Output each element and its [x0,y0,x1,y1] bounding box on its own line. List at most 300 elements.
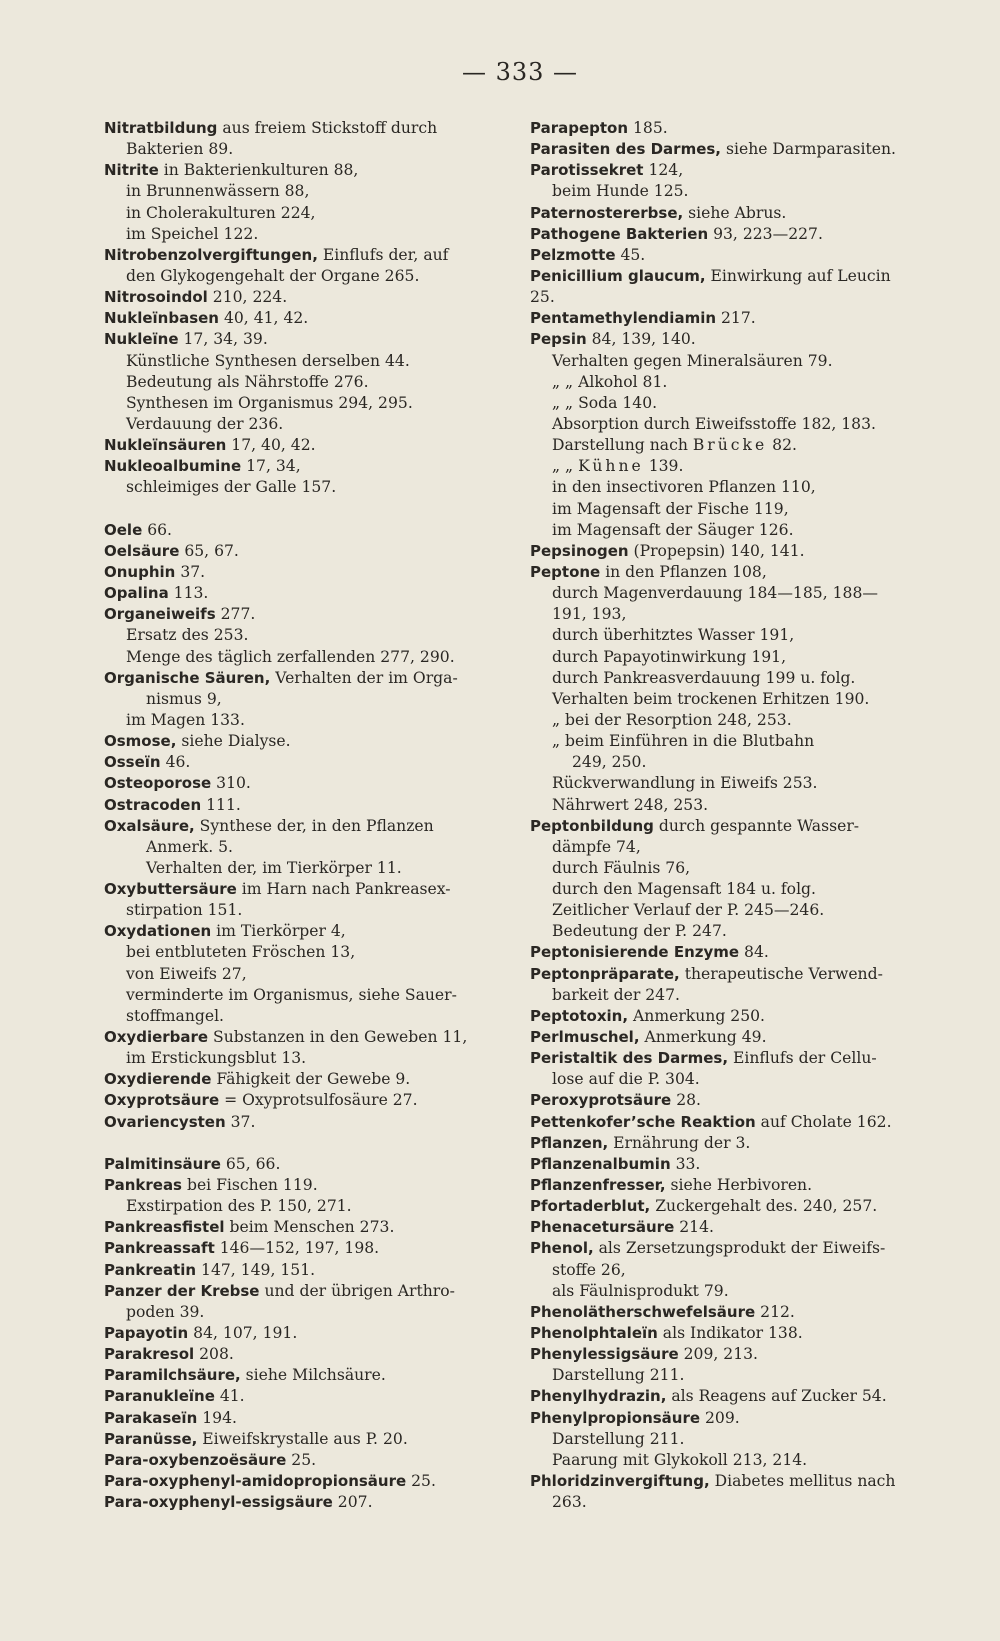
entry-heading: Pepsin [530,330,587,349]
entry-text: 263. [552,1493,587,1512]
entry-heading: Ostracoden [104,795,202,814]
entry-text: (Propepsin) 140, 141. [628,541,805,560]
entry-heading: Nukleïnbasen [104,309,219,328]
entry-heading: Phenolphtaleïn [530,1324,658,1343]
entry-text: beim Hunde 125. [552,182,689,201]
index-entry [104,731,509,752]
entry-text: 93, 223—227. [708,224,823,243]
index-subentry [530,879,950,900]
index-subentry [104,203,509,224]
entry-text: als Indikator 138. [657,1324,803,1343]
index-subentry [530,499,950,520]
entry-text: Darstellung nach [552,436,693,455]
entry-text: Nährwert 248, 253. [552,795,709,814]
index-entry [530,1323,950,1344]
entry-heading: Pelzmotte [530,245,616,264]
entry-heading: Oxydierende [104,1070,212,1089]
index-entry [104,1217,509,1238]
entry-text: auf Cholate 162. [755,1112,892,1131]
entry-text: 209, 213. [678,1345,759,1364]
entry-text: 185. [628,119,668,137]
entry-text: Ernährung der 3. [608,1133,751,1152]
entry-text: 17, 34, 39. [178,330,268,349]
entry-text: Künstliche Synthesen derselben 44. [126,351,410,370]
entry-heading: Pepsinogen [530,541,629,560]
entry-text: Substanzen in den Geweben 11, [208,1028,468,1047]
entry-heading: Opalina [104,584,169,603]
index-subentry [530,985,950,1006]
entry-text: Bedeutung der P. 247. [552,922,727,941]
index-subentry [530,351,950,372]
index-entry [104,1386,509,1407]
entry-text: 214. [674,1218,714,1237]
entry-text: 25. [286,1450,317,1469]
entry-heading: Pankreatin [104,1260,197,1279]
entry-text: Einwirkung auf Leucin [705,266,891,285]
entry-author: Kühne [578,457,644,476]
entry-text: siehe Milchsäure. [240,1366,386,1385]
entry-text: 17, 34, [241,457,301,476]
entry-heading: Perlmuschel, [530,1028,640,1047]
index-subentry [104,372,509,393]
entry-text: 25. [406,1472,436,1490]
index-entry [104,456,509,477]
entry-text: beim Menschen 273. [224,1218,395,1237]
entry-heading: Paranukleïne [104,1387,215,1406]
index-subentry [104,224,509,245]
index-entry [104,773,509,794]
index-subentry [530,668,950,689]
entry-heading: Nitrobenzolvergiftungen, [104,245,318,264]
entry-heading: Oelsäure [104,541,180,560]
entry-heading: Osteoporose [104,774,212,793]
index-entry [104,1471,509,1492]
entry-heading: Peptonpräparate, [530,964,680,983]
index-subentry [104,858,509,879]
entry-text: therapeutische Verwend- [679,964,883,983]
index-entry [530,329,950,350]
entry-text: 25. [530,288,555,307]
entry-heading: Papayotin [104,1324,189,1343]
entry-text: „ bei der Resorption 248, 253. [552,710,792,729]
entry-text: 66. [142,520,173,539]
entry-text: 194. [197,1408,237,1427]
entry-heading: Pflanzenalbumin [530,1154,671,1173]
entry-text: poden 39. [126,1302,205,1321]
entry-text: im Erstickungsblut 13. [126,1049,307,1068]
index-entry [104,795,509,816]
index-entry [104,1090,509,1111]
index-entry [530,1090,950,1111]
entry-text: Diabetes mellitus nach [709,1472,896,1490]
entry-text: Einflufs der, auf [317,245,449,264]
entry-text: Verhalten der im Orga- [270,668,458,687]
index-subentry [104,837,509,858]
entry-text: Rückverwandlung in Eiweifs 253. [552,774,818,793]
index-entry [530,1175,950,1196]
index-subentry [104,710,509,731]
entry-heading: Peptonisierende Enzyme [530,943,740,962]
entry-text: Einflufs der Cellu- [728,1049,877,1068]
entry-text: Fähigkeit der Gewebe 9. [211,1070,411,1089]
entry-heading: Pankreassaft [104,1239,215,1258]
index-subentry [530,1492,950,1513]
index-subentry [530,456,950,477]
index-subentry [530,287,950,308]
entry-heading: Organeiweifs [104,605,216,624]
index-entry [530,541,950,562]
entry-text: stoffe 26, [552,1260,626,1279]
entry-heading: Phenol, [530,1239,594,1258]
index-entry [104,308,509,329]
entry-text: aus freiem Stickstoff durch [217,119,438,137]
index-entry [530,1112,950,1133]
entry-text: als Fäulnisprodukt 79. [552,1281,729,1300]
index-subentry [104,139,509,160]
index-subentry [530,752,950,773]
entry-text: 310. [211,774,251,793]
entry-heading: Osmose, [104,732,177,751]
index-subentry [530,435,950,456]
entry-heading: Phloridzinvergiftung, [530,1472,710,1490]
index-subentry [530,731,950,752]
index-entry [530,562,950,583]
index-entry [530,1196,950,1217]
index-subentry [104,964,509,985]
entry-text: Verhalten beim trockenen Erhitzen 190. [552,689,870,708]
entry-text: Verhalten der, im Tierkörper 11. [146,858,402,877]
entry-text: 212. [755,1302,795,1321]
entry-text: bei Fischen 119. [182,1176,318,1195]
entry-heading: Nitrite [104,161,159,180]
index-entry [530,942,950,963]
entry-text: 191, 193, [552,605,627,624]
entry-heading: Phenolätherschwefelsäure [530,1302,756,1321]
index-subentry [530,393,950,414]
entry-text: siehe Darmparasiten. [721,140,896,159]
index-subentry [104,1006,509,1027]
index-entry [530,1154,950,1175]
index-subentry [530,520,950,541]
entry-text: 84. [739,943,769,962]
entry-text: siehe Abrus. [683,203,787,222]
index-entry [104,541,509,562]
index-entry [104,1260,509,1281]
index-subentry [530,773,950,794]
index-entry [530,139,950,160]
entry-heading: Oxyprotsäure [104,1091,220,1110]
entry-text: 84, 107, 191. [188,1324,298,1343]
entry-heading: Para-oxyphenyl-essigsäure [104,1493,333,1512]
index-entry [530,118,950,139]
index-subentry [104,477,509,498]
entry-heading: Para-oxybenzoësäure [104,1450,287,1469]
entry-text: stirpation 151. [126,901,243,920]
index-subentry [530,1429,950,1450]
index-subentry [530,1281,950,1302]
index-subentry [530,1069,950,1090]
entry-text: 217. [716,309,756,328]
entry-heading: Palmitinsäure [104,1154,221,1173]
entry-text: Bakterien 89. [126,140,234,159]
entry-text: durch den Magensaft 184 u. folg. [552,880,816,899]
index-subentry [104,900,509,921]
index-entry [104,245,509,266]
index-subentry [530,795,950,816]
entry-text: 46. [160,753,191,772]
index-subentry [530,900,950,921]
entry-text: Anmerk. 5. [146,837,234,856]
entry-text: Paarung mit Glykokoll 213, 214. [552,1450,808,1469]
index-entry [104,562,509,583]
entry-heading: Oele [104,520,143,539]
entry-text: „ „ Alkohol 81. [552,372,668,391]
entry-text: 139. [643,457,684,476]
entry-text: Anmerkung 250. [628,1006,765,1025]
entry-heading: Ovariencysten [104,1112,226,1131]
entry-text: Verhalten gegen Mineralsäuren 79. [552,351,833,370]
index-entry [104,1238,509,1259]
entry-text: 207. [332,1493,373,1512]
entry-text: 17, 40, 42. [226,436,316,455]
entry-text: Darstellung 211. [552,1429,685,1448]
entry-text: schleimiges der Galle 157. [126,478,337,497]
entry-text: 45. [615,245,646,264]
entry-heading: Parapepton [530,119,629,137]
index-entry [104,668,509,689]
index-entry [104,1450,509,1471]
entry-text: 111. [201,795,241,814]
entry-heading: Organische Säuren, [104,668,271,687]
index-subentry [530,1365,950,1386]
index-subentry [104,985,509,1006]
index-entry [530,1386,950,1407]
index-entry [530,1302,950,1323]
entry-text: siehe Dialyse. [176,732,291,751]
index-entry [104,1154,509,1175]
entry-text: verminderte im Organismus, siehe Sauer- [126,985,457,1004]
index-entry [104,1492,509,1513]
entry-text: in den Pflanzen 108, [600,562,767,581]
index-subentry [530,921,950,942]
entry-text: 37. [175,562,206,581]
entry-heading: Pankreasfistel [104,1218,225,1237]
entry-text: 84, 139, 140. [586,330,696,349]
index-entry [104,752,509,773]
entry-text: 33. [670,1154,701,1173]
entry-text: Verdauung der 236. [126,414,284,433]
entry-text: 146—152, 197, 198. [214,1239,380,1258]
section-gap [104,1133,509,1154]
index-entry [104,816,509,837]
entry-heading: Oxydationen [104,922,212,941]
entry-text: von Eiweifs 27, [126,964,247,983]
index-subentry [530,837,950,858]
entry-heading: Pflanzen, [530,1133,609,1152]
index-subentry [104,647,509,668]
entry-heading: Paternostererbse, [530,203,684,222]
entry-heading: Phenylessigsäure [530,1345,679,1364]
entry-heading: Panzer der Krebse [104,1281,260,1300]
index-subentry [530,1260,950,1281]
entry-text: lose auf die P. 304. [552,1070,700,1089]
entry-text: Menge des täglich zerfallenden 277, 290. [126,647,455,666]
entry-heading: Para-oxyphenyl-amidopropionsäure [104,1472,407,1490]
entry-text: 277. [215,605,256,624]
entry-text: als Zersetzungsprodukt der Eiweifs- [593,1239,886,1258]
index-entry [104,1365,509,1386]
index-entry [530,1217,950,1238]
entry-heading: Peptonbildung [530,816,654,835]
entry-text: siehe Herbivoren. [665,1176,813,1195]
index-entry [530,1027,950,1048]
entry-text: dämpfe 74, [552,837,641,856]
entry-text: durch Pankreasverdauung 199 u. folg. [552,668,856,687]
index-entry [530,224,950,245]
entry-text: Exstirpation des P. 150, 271. [126,1197,352,1216]
entry-text: = Oxyprotsulfosäure 27. [219,1091,418,1110]
entry-text: Darstellung 211. [552,1366,685,1385]
entry-text: Synthesen im Organismus 294, 295. [126,393,413,412]
index-entry [530,1238,950,1259]
entry-heading: Osseïn [104,753,161,772]
index-entry [530,266,950,287]
entry-text: 113. [168,584,209,603]
entry-text: 208. [194,1345,234,1364]
index-entry [530,1408,950,1429]
entry-heading: Pankreas [104,1176,182,1195]
entry-text: nismus 9, [146,689,222,708]
entry-text: barkeit der 247. [552,985,680,1004]
entry-heading: Parasiten des Darmes, [530,140,722,159]
index-subentry [530,181,950,202]
entry-text: „ beim Einführen in die Blutbahn [552,732,815,751]
entry-text: 37. [225,1112,256,1131]
entry-text: durch Magenverdauung 184—185, 188— [552,584,878,603]
entry-text: „ „ [552,457,579,476]
entry-heading: Pflanzenfresser, [530,1176,666,1195]
index-entry [530,203,950,224]
index-entry [104,1281,509,1302]
section-gap [104,499,509,520]
entry-text: 147, 149, 151. [196,1260,316,1279]
entry-text: 65, 66. [220,1154,281,1173]
index-subentry [530,710,950,731]
entry-heading: Phenylhydrazin, [530,1387,667,1406]
index-entry [104,160,509,181]
entry-text: Synthese der, in den Pflanzen [194,816,434,835]
index-entry [104,1323,509,1344]
entry-text: den Glykogengehalt der Organe 265. [126,266,420,285]
index-subentry [104,351,509,372]
index-column-left [104,118,509,1513]
index-entry [530,816,950,837]
index-entry [104,583,509,604]
entry-heading: Oxydierbare [104,1028,209,1047]
entry-heading: Paranüsse, [104,1429,198,1448]
index-subentry [530,1450,950,1471]
entry-heading: Pentamethylendiamin [530,309,717,328]
entry-text: durch Fäulnis 76, [552,858,691,877]
index-subentry [104,625,509,646]
index-entry [104,287,509,308]
entry-heading: Nukleoalbumine [104,457,242,476]
index-entry [530,1048,950,1069]
index-entry [104,604,509,625]
index-subentry [104,1196,509,1217]
entry-text: durch Papayotinwirkung 191, [552,647,787,666]
entry-text: im Harn nach Pankreasex- [236,880,451,899]
entry-heading: Onuphin [104,562,176,581]
index-entry [530,1133,950,1154]
index-column-right [530,118,950,1513]
index-entry [104,1408,509,1429]
index-subentry [104,181,509,202]
entry-heading: Peroxyprotsäure [530,1091,672,1110]
index-entry [530,1344,950,1365]
index-entry [104,1069,509,1090]
entry-text: Anmerkung 49. [639,1028,767,1047]
entry-heading: Peptotoxin, [530,1006,629,1025]
entry-text: im Magensaft der Fische 119, [552,499,789,518]
index-entry [530,308,950,329]
entry-text: 41. [214,1387,245,1406]
entry-text: „ „ Soda 140. [552,393,658,412]
entry-heading: Nitrosoindol [104,288,208,307]
index-subentry [104,689,509,710]
index-entry [530,964,950,985]
entry-text: im Tierkörper 4, [211,922,346,941]
entry-text: und der übrigen Arthro- [259,1281,455,1300]
index-subentry [104,266,509,287]
index-entry [104,1175,509,1196]
index-subentry [530,858,950,879]
index-entry [104,329,509,350]
entry-text: 124, [643,161,684,180]
entry-text: 82. [767,436,797,455]
index-entry [530,160,950,181]
entry-heading: Pettenkofer’sche Reaktion [530,1112,756,1131]
entry-text: in Brunnenwässern 88, [126,182,310,201]
entry-text: Absorption durch Eiweifsstoffe 182, 183. [552,414,876,433]
index-entry [104,921,509,942]
entry-heading: Peptone [530,562,601,581]
index-subentry [530,604,950,625]
entry-text: in Bakterienkulturen 88, [158,161,359,180]
index-entry [104,1112,509,1133]
entry-heading: Peristaltik des Darmes, [530,1049,729,1068]
entry-author: Brücke [692,436,768,455]
entry-heading: Phenylpropionsäure [530,1408,701,1427]
entry-heading: Pfortaderblut, [530,1197,651,1216]
entry-text: 40, 41, 42. [218,309,309,328]
index-entry [530,1471,950,1492]
index-subentry [530,477,950,498]
entry-heading: Parakresol [104,1345,195,1364]
entry-text: 28. [671,1091,701,1110]
entry-text: durch gespannte Wasser- [653,816,860,835]
entry-heading: Nukleïnsäuren [104,436,227,455]
index-entry [104,435,509,456]
entry-heading: Oxybuttersäure [104,880,237,899]
entry-heading: Nitratbildung [104,119,218,137]
index-subentry [104,393,509,414]
index-subentry [530,414,950,435]
entry-heading: Oxalsäure, [104,816,195,835]
index-entry [530,1006,950,1027]
entry-text: 65, 67. [179,541,239,560]
index-entry [104,879,509,900]
